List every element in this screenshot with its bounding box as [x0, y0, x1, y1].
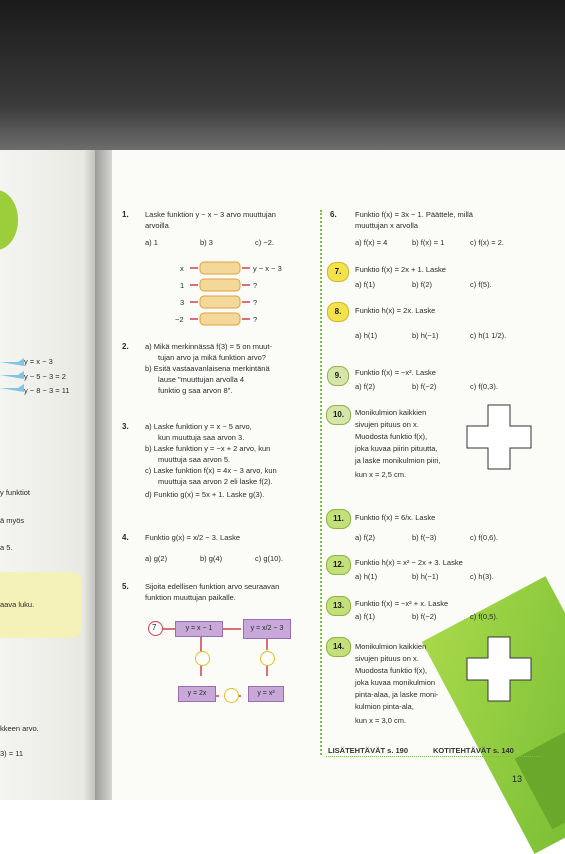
task-text: pinta-alaa, ja laske moni-	[355, 690, 439, 699]
answer-a: a) f(x) = 4	[355, 238, 388, 247]
answer-a: a) f(2)	[355, 382, 376, 391]
left-line: y − 8 − 3 = 11	[24, 386, 70, 395]
task-text: b) Esitä vastaavanlaisena merkintänä	[145, 364, 270, 373]
diagram-output: y − x − 3	[253, 264, 282, 273]
answer-c: c) f(x) = 2.	[470, 238, 504, 247]
task-number: 6.	[330, 210, 337, 219]
task-text: Funktio g(x) = x/2 − 3. Laske	[145, 533, 241, 542]
task-text: tujan arvo ja mikä funktion arvo?	[158, 353, 266, 362]
task-number: 5.	[122, 582, 129, 591]
left-line: ä myös	[0, 516, 25, 525]
task-text: Funktio h(x) = 2x. Laske	[355, 306, 436, 315]
left-line: aava luku.	[0, 600, 35, 609]
answer-c: c) −2.	[255, 238, 274, 247]
answer-c: c) h(1 1/2).	[470, 331, 507, 340]
task-text: Muodosta funktio f(x),	[355, 666, 428, 675]
task-text: Funktio f(x) = 2x + 1. Laske	[355, 265, 446, 274]
answer-b: b) f(−3)	[412, 533, 437, 542]
task-text: Funktio f(x) = −x² + x. Laske	[355, 599, 449, 608]
cross-polygon-icon	[466, 404, 532, 470]
diagram-input: x	[180, 264, 184, 273]
task-number-badge: 14.	[326, 637, 351, 657]
task-text: joka kuvaa piirin pituutta,	[355, 444, 438, 453]
task-text: Funktio h(x) = x² − 2x + 3. Laske	[355, 558, 463, 567]
left-line: 3) = 11	[0, 749, 24, 758]
result-circle	[260, 651, 275, 666]
task-text: funktion muuttujan paikalle.	[145, 593, 236, 602]
left-page	[0, 150, 98, 800]
function-box: y = 2x	[178, 686, 216, 702]
answer-c: c) f(0,5).	[470, 612, 498, 621]
cross-polygon-icon	[466, 636, 532, 702]
task-text: arvoilla	[145, 221, 169, 230]
homework-reference: KOTITEHTÄVÄT s. 140	[433, 746, 514, 755]
diagram-input: −2	[175, 315, 184, 324]
task-text: kun x = 2,5 cm.	[355, 470, 407, 479]
answer-b: b) f(−2)	[412, 382, 437, 391]
task-text: muuttuja saa arvon 2 eli laske f(2).	[158, 477, 273, 486]
function-box: y = x − 1	[175, 621, 223, 637]
function-box: y = x²	[248, 686, 284, 702]
task-text: Sijoita edellisen funktion arvo seuraavan	[145, 582, 280, 591]
answer-a: a) f(1)	[355, 280, 376, 289]
task-text: a) Mikä merkinnässä f(3) = 5 on muut-	[145, 342, 272, 351]
answer-c: c) f(5).	[470, 280, 492, 289]
function-machine-icon	[188, 260, 252, 328]
page-number: 13	[512, 774, 523, 784]
left-line: y funktiot	[0, 488, 31, 497]
left-line: y − 5 − 3 = 2	[24, 372, 66, 381]
start-value: 7	[152, 623, 157, 632]
task-text: c) Laske funktion f(x) = 4x − 3 arvo, kun	[145, 466, 277, 475]
answer-b: b) f(x) = 1	[412, 238, 445, 247]
task-text: funktio g saa arvon 8".	[158, 386, 233, 395]
diagram-output: ?	[253, 298, 258, 307]
result-circle	[224, 688, 239, 703]
diagram-input: 1	[180, 281, 185, 290]
answer-b: b) g(4)	[200, 554, 223, 563]
answer-b: b) h(−1)	[412, 331, 439, 340]
task-number-badge: 9.	[327, 366, 349, 386]
task-number-badge: 7.	[327, 262, 349, 282]
answer-a: a) 1	[145, 238, 158, 247]
task-number: 3.	[122, 422, 129, 431]
left-line: y = x − 3	[24, 357, 53, 366]
answer-a: a) h(1)	[355, 572, 378, 581]
diagram-input: 3	[180, 298, 185, 307]
task-text: sivujen pituus on x.	[355, 420, 419, 429]
task-text: b) Laske funktion y = −x + 2 arvo, kun	[145, 444, 271, 453]
answer-b: b) h(−1)	[412, 572, 439, 581]
function-box: y = x/2 − 3	[243, 619, 291, 639]
answer-b: b) f(−2)	[412, 612, 437, 621]
task-number-badge: 12.	[326, 555, 351, 575]
answer-a: a) f(1)	[355, 612, 376, 621]
task-text: Funktio f(x) = −x². Laske	[355, 368, 436, 377]
task-text: muuttujan x arvolla	[355, 221, 418, 230]
answer-a: a) f(2)	[355, 533, 376, 542]
task-text: Laske funktion y − x − 3 arvo muuttujan	[145, 210, 276, 219]
footer-divider	[326, 756, 541, 757]
task-number: 1.	[122, 210, 129, 219]
answer-c: c) h(3).	[470, 572, 494, 581]
result-circle	[195, 651, 210, 666]
left-line: a 5.	[0, 543, 13, 552]
answer-c: c) f(0,3).	[470, 382, 498, 391]
task-number-badge: 8.	[327, 302, 349, 322]
task-text: Monikulmion kaikkien	[355, 408, 427, 417]
task-text: Monikulmion kaikkien	[355, 642, 427, 651]
answer-b: b) f(2)	[412, 280, 433, 289]
diagram-output: ?	[253, 281, 258, 290]
extra-tasks-reference: LISÄTEHTÄVÄT s. 190	[328, 746, 409, 755]
task-text: a) Laske funktion y = x − 5 arvo,	[145, 422, 252, 431]
task-number-badge: 13.	[326, 596, 351, 616]
task-text: kun x = 3,0 cm.	[355, 716, 407, 725]
left-line: kkeen arvo.	[0, 724, 39, 733]
task-text: muuttuja saa arvon 5.	[158, 455, 231, 464]
answer-c: c) f(0,6).	[470, 533, 498, 542]
diagram-output: ?	[253, 315, 258, 324]
answer-a: a) g(2)	[145, 554, 168, 563]
task-text: Muodosta funktio f(x),	[355, 432, 428, 441]
task-number: 2.	[122, 342, 129, 351]
task-text: sivujen pituus on x.	[355, 654, 419, 663]
task-text: ja laske monikulmion piiri,	[355, 456, 441, 465]
answer-c: c) g(10).	[255, 554, 283, 563]
task-text: joka kuvaa monikulmion	[355, 678, 436, 687]
answer-b: b) 3	[200, 238, 213, 247]
task-number: 4.	[122, 533, 129, 542]
task-text: kulmion pinta-ala,	[355, 702, 414, 711]
task-text: kun muuttuja saa arvon 3.	[158, 433, 245, 442]
column-divider	[320, 210, 322, 755]
task-text: Funktio f(x) = 3x − 1. Päättele, millä	[355, 210, 473, 219]
task-number-badge: 10.	[326, 405, 351, 425]
answer-a: a) h(1)	[355, 331, 378, 340]
task-text: d) Funktio g(x) = 5x + 1. Laske g(3).	[145, 490, 265, 499]
task-number-badge: 11.	[326, 509, 351, 529]
task-text: Funktio f(x) = 6/x. Laske	[355, 513, 436, 522]
task-text: lause "muuttujan arvolla 4	[158, 375, 245, 384]
background-dark-top	[0, 0, 565, 150]
